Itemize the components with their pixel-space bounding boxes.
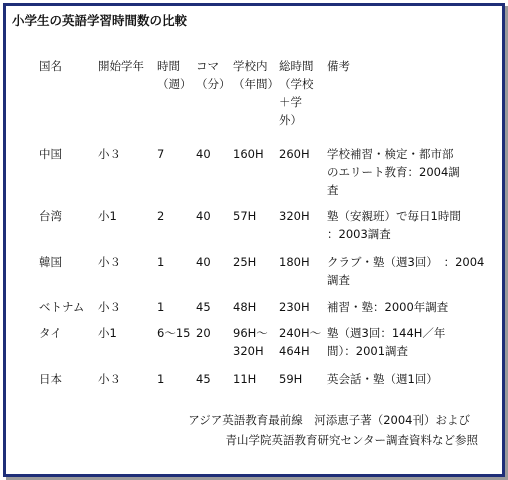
header-notes: 備考 (327, 59, 350, 73)
header-lesson-minutes: （分） (196, 77, 231, 91)
cell-lesson-minutes: 40 (196, 255, 211, 269)
cell-lesson-minutes: 20 (196, 326, 211, 340)
header-start-grade: 開始学年 (98, 59, 144, 73)
cell-total-hours: 230H (279, 300, 310, 314)
cell-school-hours: 11H (233, 372, 257, 386)
cell-total-hours: 464H (279, 344, 310, 358)
cell-country: 韓国 (39, 255, 62, 269)
cell-school-hours: 320H (233, 344, 264, 358)
header-total-hours: 外） (279, 113, 302, 127)
cell-start-grade: 小３ (98, 255, 121, 269)
cell-notes: 補習・塾：2000年調査 (327, 300, 449, 314)
cell-start-grade: 小３ (98, 147, 121, 161)
cell-total-hours: 180H (279, 255, 310, 269)
cell-lesson-minutes: 45 (196, 300, 211, 314)
cell-start-grade: 小1 (98, 209, 117, 223)
document-title: 小学生の英語学習時間数の比較 (12, 13, 188, 28)
cell-notes: 学校補習・検定・都市部 (327, 147, 454, 161)
source-note-line: 青山学院英語教育研究センター調査資料など参照 (225, 433, 478, 447)
cell-school-hours: 48H (233, 300, 257, 314)
cell-hours-per-week: 2 (157, 209, 165, 223)
cell-total-hours: 59H (279, 372, 303, 386)
cell-total-hours: 240H～ (279, 326, 322, 340)
cell-hours-per-week: 1 (157, 300, 165, 314)
cell-start-grade: 小３ (98, 300, 121, 314)
cell-hours-per-week: 1 (157, 372, 165, 386)
cell-school-hours: 25H (233, 255, 257, 269)
cell-country: ベトナム (39, 300, 85, 314)
cell-total-hours: 260H (279, 147, 310, 161)
cell-hours-per-week: 6～15 (157, 326, 191, 340)
header-hours-per-week: （週） (157, 77, 192, 91)
cell-school-hours: 160H (233, 147, 264, 161)
cell-country: 台湾 (39, 209, 62, 223)
cell-start-grade: 小1 (98, 326, 117, 340)
header-total-hours: （学校 (279, 77, 314, 91)
header-hours-per-week: 時間 (157, 59, 180, 73)
cell-lesson-minutes: 40 (196, 147, 211, 161)
cell-start-grade: 小３ (98, 372, 121, 386)
cell-notes: 塾（週3回：144H／年 (327, 326, 446, 340)
cell-hours-per-week: 7 (157, 147, 165, 161)
cell-notes: 塾（安親班）で毎日1時間 (327, 209, 461, 223)
cell-country: タイ (39, 326, 62, 340)
cell-lesson-minutes: 45 (196, 372, 211, 386)
cell-total-hours: 320H (279, 209, 310, 223)
header-school-hours: （年間） (233, 77, 279, 91)
cell-hours-per-week: 1 (157, 255, 165, 269)
cell-notes: 間）：2001調査 (327, 344, 409, 358)
cell-country: 中国 (39, 147, 62, 161)
header-lesson-minutes: コマ (196, 59, 219, 73)
header-school-hours: 学校内 (233, 59, 268, 73)
cell-notes: 英会話・塾（週1回） (327, 372, 438, 386)
cell-notes: クラブ・塾（週3回） ：2004 (327, 255, 485, 269)
header-country: 国名 (39, 59, 62, 73)
cell-notes: のエリート教育：2004調 (327, 165, 460, 179)
cell-school-hours: 57H (233, 209, 257, 223)
cell-notes: 調査 (327, 273, 350, 287)
cell-school-hours: 96H～ (233, 326, 268, 340)
header-total-hours: ＋学 (279, 95, 302, 109)
header-total-hours: 総時間 (279, 59, 314, 73)
cell-lesson-minutes: 40 (196, 209, 211, 223)
cell-notes: ：2003調査 (327, 227, 391, 241)
source-note-line: アジア英語教育最前線 河添恵子著（2004刊）および (188, 413, 470, 427)
cell-notes: 査 (327, 183, 339, 197)
cell-country: 日本 (39, 372, 62, 386)
